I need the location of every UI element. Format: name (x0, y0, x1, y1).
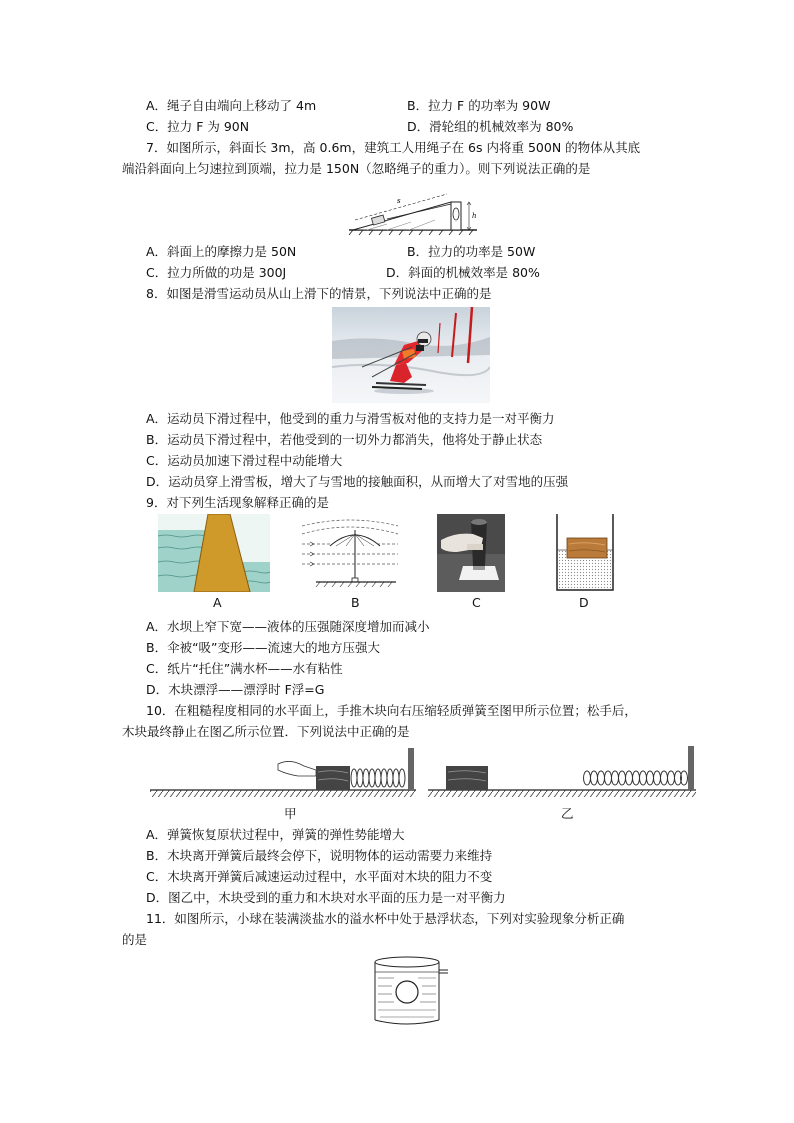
q6-option-d: D．滑轮组的机械效率为 80% (407, 119, 574, 134)
q8-stem: 8．如图是滑雪运动员从山上滑下的情景，下列说法中正确的是 (146, 286, 492, 301)
q10-stem-line2: 木块最终静止在图乙所示位置．下列说法中正确的是 (122, 724, 410, 739)
q7-stem-line1: 7．如图所示，斜面长 3m，高 0.6m，建筑工人用绳子在 6s 内将重 500N 的物体从其底 (146, 140, 641, 155)
q9-figure-d-block (555, 514, 615, 592)
q6-option-b: B．拉力 F 的功率为 90W (407, 98, 551, 113)
q9-figure-b-umbrella (300, 516, 400, 592)
q10-spring-figure (150, 744, 698, 802)
q10-label-yi: 乙 (561, 806, 574, 821)
q8-option-b: B．运动员下滑过程中，若他受到的一切外力都消失，他将处于静止状态 (146, 432, 543, 447)
q11-stem-line2: 的是 (122, 932, 148, 947)
q9-option-d: D．木块漂浮——漂浮时 F浮=G (146, 682, 325, 697)
q7-option-a: A．斜面上的摩擦力是 50N (146, 244, 297, 259)
q10-stem-line1: 10．在粗糙程度相同的水平面上，手推木块向右压缩轻质弹簧至图甲所示位置；松手后， (146, 703, 637, 718)
q10-option-a: A．弹簧恢复原状过程中，弹簧的弹性势能增大 (146, 827, 405, 842)
q11-stem-line1: 11．如图所示，小球在装满淡盐水的溢水杯中处于悬浮状态，下列对实验现象分析正确 (146, 911, 625, 926)
q8-option-a: A．运动员下滑过程中，他受到的重力与滑雪板对他的支持力是一对平衡力 (146, 411, 555, 426)
q9-label-c: C (472, 595, 481, 610)
q9-label-d: D (579, 595, 589, 610)
q7-stem-line2: 端沿斜面向上匀速拉到顶端，拉力是 150N（忽略绳子的重力）。则下列说法正确的是 (122, 161, 591, 176)
q9-figure-c-cup-photo (437, 514, 505, 592)
q6-option-c: C．拉力 F 为 90N (146, 119, 250, 134)
q11-overflow-cup-figure (370, 954, 452, 1028)
q8-option-c: C．运动员加速下滑过程中动能增大 (146, 453, 343, 468)
q10-label-jia: 甲 (284, 806, 297, 821)
q8-option-d: D．运动员穿上滑雪板，增大了与雪地的接触面积，从而增大了对雪地的压强 (146, 474, 569, 489)
q9-option-b: B．伞被“吸”变形——流速大的地方压强大 (146, 640, 381, 655)
q7-option-d: D．斜面的机械效率是 80% (386, 265, 540, 280)
q9-option-c: C．纸片“托住”满水杯——水有粘性 (146, 661, 343, 676)
q7-option-c: C．拉力所做的功是 300J (146, 265, 287, 280)
q8-skier-photo (332, 307, 490, 403)
q9-label-b: B (351, 595, 360, 610)
q10-option-c: C．木块离开弹簧后减速运动过程中，水平面对木块的阻力不变 (146, 869, 493, 884)
q9-label-a: A (213, 595, 222, 610)
q9-stem: 9．对下列生活现象解释正确的是 (146, 495, 329, 510)
q10-option-b: B．木块离开弹簧后最终会停下，说明物体的运动需要力来维持 (146, 848, 493, 863)
q9-option-a: A．水坝上窄下宽——液体的压强随深度增加而减小 (146, 619, 430, 634)
q7-fig-label-h: h (472, 212, 477, 220)
q10-option-d: D．图乙中，木块受到的重力和木块对水平面的压力是一对平衡力 (146, 890, 506, 905)
q9-figure-a-dam (158, 514, 270, 592)
q7-option-b: B．拉力的功率是 50W (407, 244, 536, 259)
q6-option-a: A．绳子自由端向上移动了 4m (146, 98, 317, 113)
q7-fig-label-s: s (397, 197, 401, 205)
q7-incline-figure (347, 190, 481, 238)
